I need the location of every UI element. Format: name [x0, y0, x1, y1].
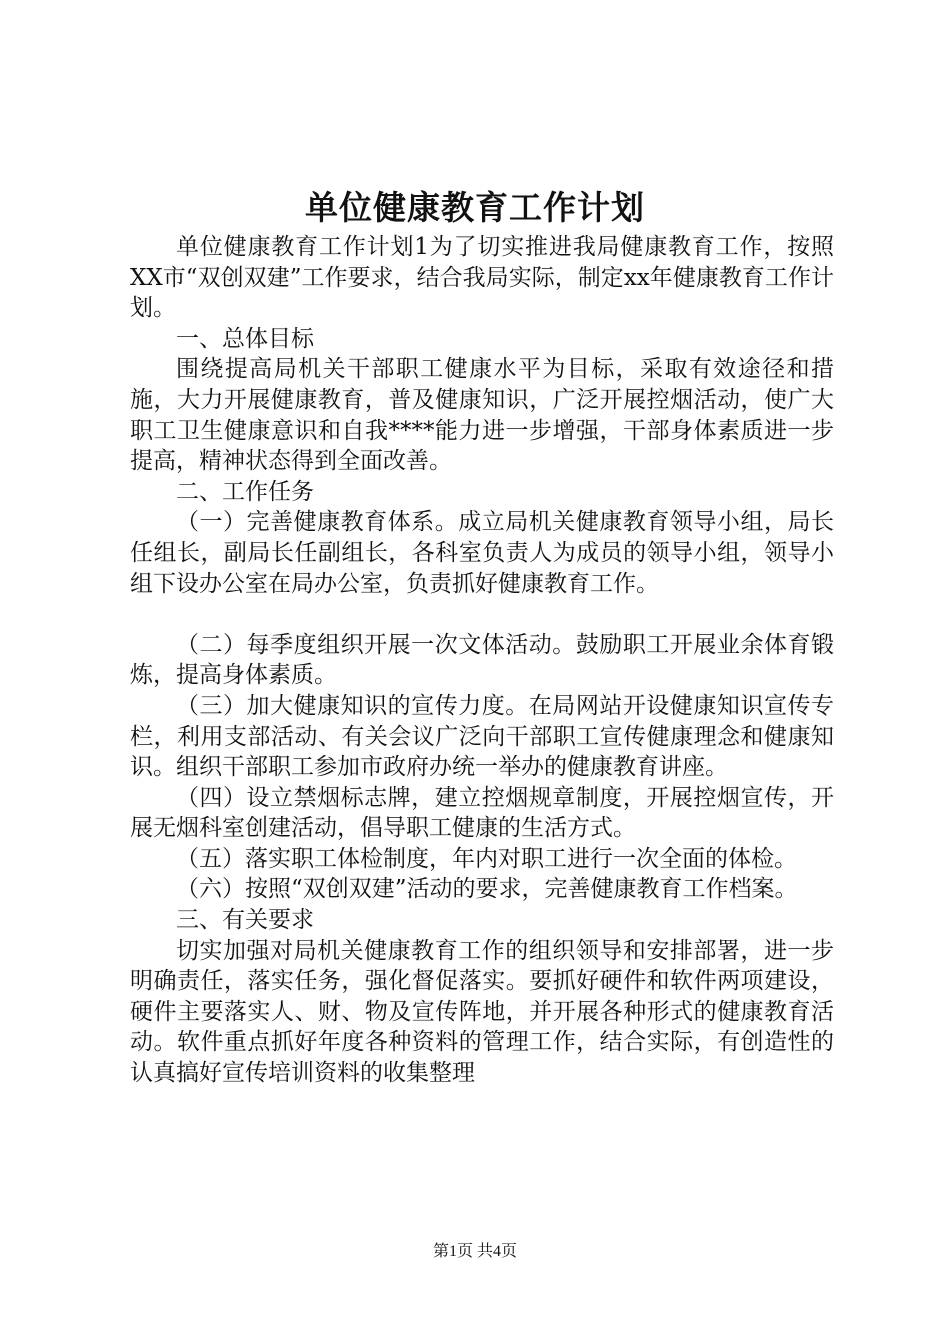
requirements-paragraph: 切实加强对局机关健康教育工作的组织领导和安排部署，进一步明确责任，落实任务，强化督促落实。要抓好硬件和软件两项建设，硬件主要落实人、财、物及宣传阵地，并开展各种形式的健康教育活动。软件重点抓好年度各种资料的管理工作，结合实际，有创造性的认真搞好宣传培训资料的收集整理: [130, 937, 834, 1087]
page-footer: 第1页 共4页: [432, 1243, 517, 1260]
task-item-3: （三）加大健康知识的宣传力度。在局网站开设健康知识宣传专栏，利用支部活动、有关会议广泛向干部职工宣传健康理念和健康知识。组织干部职工参加市政府办统一举办的健康教育讲座。: [130, 692, 834, 781]
task-item-2: （二）每季度组织开展一次文体活动。鼓励职工开展业余体育锻炼，提高身体素质。: [130, 631, 834, 689]
task-item-6: （六）按照“双创双建”活动的要求，完善健康教育工作档案。: [176, 876, 798, 903]
task-item-5: （五）落实职工体检制度，年内对职工进行一次全面的体检。: [176, 845, 797, 872]
section-heading-2: 二、工作任务: [176, 478, 314, 505]
intro-paragraph: 单位健康教育工作计划1为了切实推进我局健康教育工作，按照XX市“双创双建”工作要求，结合我局实际，制定xx年健康教育工作计划。: [130, 234, 834, 322]
document-title: 单位健康教育工作计划: [305, 188, 645, 227]
task-item-1: （一）完善健康教育体系。成立局机关健康教育领导小组，局长任组长，副局长任副组长，各科室负责人为成员的领导小组，领导小组下设办公室在局办公室，负责抓好健康教育工作。: [130, 509, 834, 597]
document-body: [130, 232, 834, 1089]
goal-paragraph: 围绕提高局机关干部职工健康水平为目标，采取有效途径和措施，大力开展健康教育，普及健康知识，广泛开展控烟活动，使广大职工卫生健康意识和自我****能力进一步增强，干部身体素质进一步提高，精神状态得到全面改善。: [130, 356, 834, 475]
section-heading-1: 一、总体目标: [176, 325, 314, 352]
task-item-4: （四）设立禁烟标志牌，建立控烟规章制度，开展控烟宣传，开展无烟科室创建活动，倡导职工健康的生活方式。: [130, 784, 834, 842]
section-heading-3: 三、有关要求: [176, 907, 314, 934]
